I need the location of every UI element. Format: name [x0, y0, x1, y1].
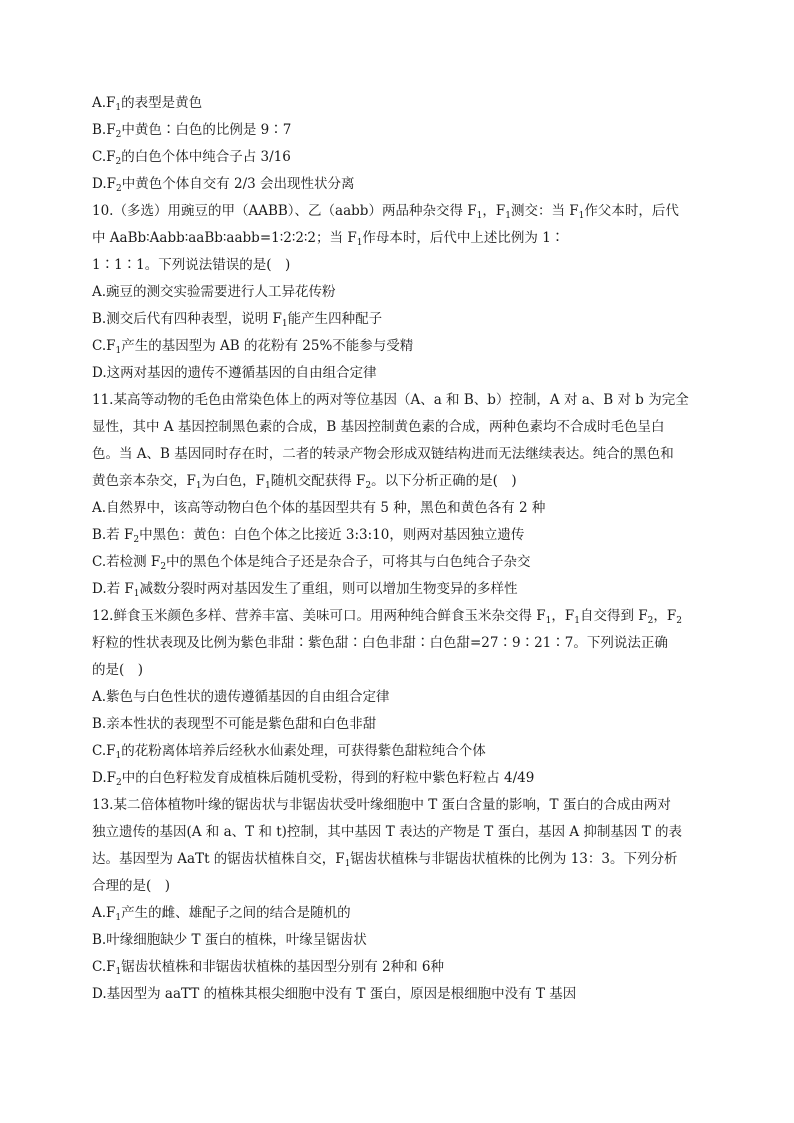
text-line: 12.鲜食玉米颜色多样、营养丰富、美味可口。用两种纯合鲜食玉米杂交得 $F_1$，$F_1$自交得到 $F_2$，$F_2$	[92, 608, 682, 626]
text-line: 10.（多选）用豌豆的甲（AABB）、乙（aabb）两品种杂交得 $F_1$，$F_1$测交：当 $F_1$作父本时，后代	[92, 203, 679, 221]
text-line: $C.F_2$的白色个体中纯合子占 3/16	[92, 149, 291, 167]
text-line: D.基因型为 aaTT 的植株其根尖细胞中没有 T 蛋白，原因是根细胞中没有 T 基因	[92, 986, 577, 1002]
question-text	[92, 90, 704, 1008]
text-line: 的是( )	[92, 662, 144, 678]
text-line: 中 AaBb∶Aabb∶aaBb∶aabb=1∶2∶2∶2；当 $F_1$作母本时，后代中上述比例为 1∶	[92, 230, 565, 248]
text-line: 1∶1∶1。下列说法错误的是( )	[92, 257, 291, 273]
text-line: A.自然界中，该高等动物白色个体的基因型共有 5 种，黑色和黄色各有 2 种	[92, 500, 546, 516]
text-line: $A.F_1$产生的雌、雄配子之间的结合是随机的	[92, 905, 351, 923]
text-line: 13.某二倍体植物叶缘的锯齿状与非锯齿状受叶缘细胞中 T 蛋白含量的影响，T 蛋白的合成由两对	[92, 797, 671, 813]
text-line: $C.F_1$产生的基因型为 AB 的花粉有 25%不能参与受精	[92, 338, 414, 356]
text-line: $D.F_2$中黄色个体自交有 2/3 会出现性状分离	[92, 176, 355, 194]
text-line: 独立遗传的基因(A 和 a、T 和 t)控制，其中基因 T 表达的产物是 T 蛋白，基因 A 抑制基因 T 的表	[92, 824, 683, 840]
text-line: A.紫色与白色性状的遗传遵循基因的自由组合定律	[92, 689, 390, 705]
text-line: $B.F_2$中黄色∶白色的比例是 9∶7	[92, 122, 292, 140]
text-line: A.豌豆的测交实验需要进行人工异花传粉	[92, 284, 336, 300]
text-line: B.叶缘细胞缺少 T 蛋白的植株，叶缘呈锯齿状	[92, 932, 367, 948]
text-line: $A.F_1$的表型是黄色	[92, 95, 203, 113]
text-line: C.若检测 $F_2$中的黑色个体是纯合子还是杂合子，可将其与白色纯合子杂交	[92, 554, 531, 572]
text-line: $C.F_1$锯齿状植株和非锯齿状植株的基因型分别有 2种和 6种	[92, 959, 445, 977]
text-line: D.这两对基因的遗传不遵循基因的自由组合定律	[92, 365, 377, 381]
text-line: $D.F_2$中的白色籽粒发育成植株后随机受粉，得到的籽粒中紫色籽粒占 4/49	[92, 770, 535, 788]
text-line: 色。当 A、B 基因同时存在时，二者的转录产物会形成双链结构进而无法继续表达。纯合的黑色和	[92, 446, 674, 462]
text-line: 黄色亲本杂交，$F_1$为白色，$F_1$随机交配获得 $F_2$。以下分析正确的是( )	[92, 473, 517, 491]
text-line: 籽粒的性状表现及比例为紫色非甜∶紫色甜∶白色非甜∶白色甜=27∶9∶21∶7。下列说法正确	[92, 635, 668, 651]
text-line: 合理的是( )	[92, 878, 171, 894]
text-line: $C.F_1$的花粉离体培养后经秋水仙素处理，可获得紫色甜粒纯合个体	[92, 743, 486, 761]
text-line: 11.某高等动物的毛色由常染色体上的两对等位基因（A、a 和 B、b）控制，A 对 a、B 对 b 为完全	[92, 392, 689, 408]
text-line: 显性，其中 A 基因控制黑色素的合成，B 基因控制黄色素的合成，两种色素均不合成时毛色呈白	[92, 419, 665, 435]
text-line: 达。基因型为 AaTt 的锯齿状植株自交，$F_1$锯齿状植株与非锯齿状植株的比例为 13：3。下列分析	[92, 851, 678, 869]
text-line: B.测交后代有四种表型，说明 $F_1$能产生四种配子	[92, 311, 383, 329]
text-line: B.亲本性状的表现型不可能是紫色甜和白色非甜	[92, 716, 377, 732]
text-line: B.若 $F_2$中黑色：黄色：白色个体之比接近 3:3:10，则两对基因独立遗传	[92, 527, 525, 545]
text-line: D.若 $F_1$减数分裂时两对基因发生了重组，则可以增加生物变异的多样性	[92, 581, 518, 599]
